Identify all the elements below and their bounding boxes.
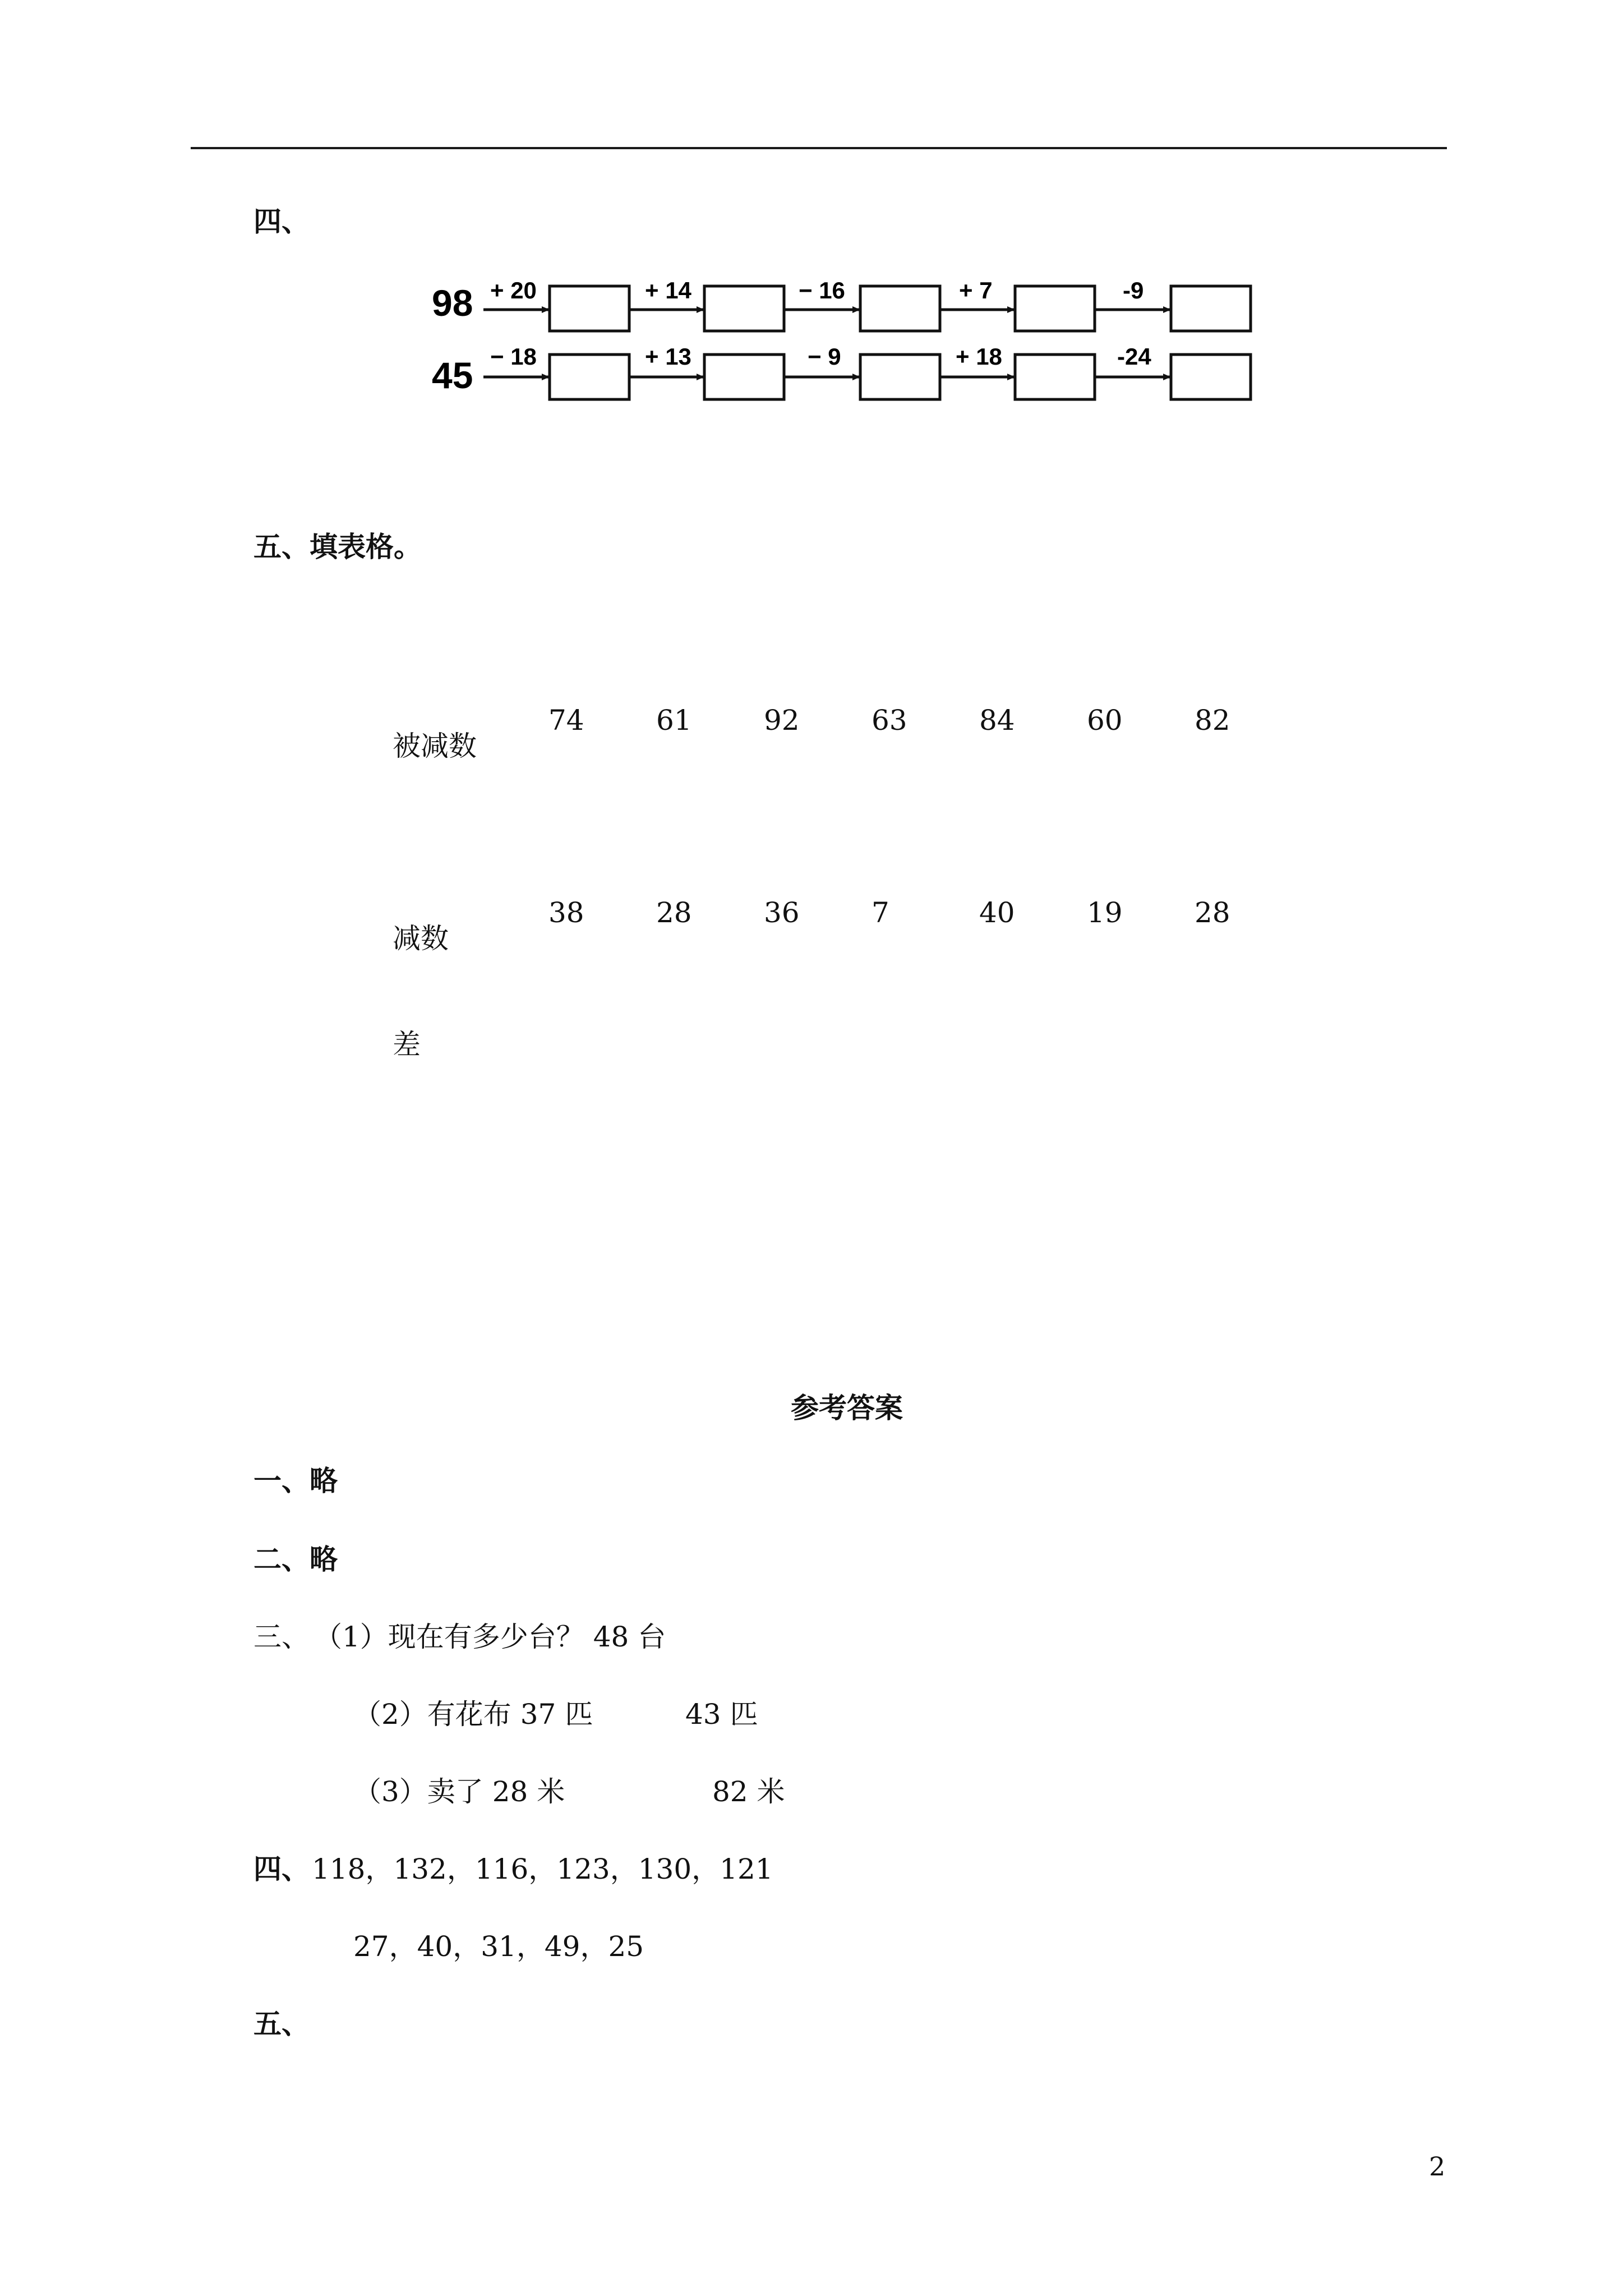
table-cell: 40 <box>979 896 1015 929</box>
answer-4-line-1: 118，132，116，123，130，121 <box>312 1853 773 1885</box>
row-label-subtrahend: 减数 <box>393 922 449 955</box>
answer-3-2-answer: 43 匹 <box>685 1698 758 1731</box>
answer-3-3-answer: 82 米 <box>712 1775 785 1808</box>
answer-box[interactable] <box>1171 355 1251 399</box>
chain-operation: + 13 <box>645 343 691 370</box>
answer-box[interactable] <box>704 286 784 331</box>
chain-operation: + 14 <box>645 277 691 303</box>
answer-4-line-2: 27，40，31，49，25 <box>353 1930 644 1963</box>
arithmetic-chain-diagram <box>415 264 1267 409</box>
chain-row-1 <box>432 277 1251 331</box>
answer-box[interactable] <box>860 286 940 331</box>
table-cell: 84 <box>979 704 1015 737</box>
table-cell: 60 <box>1087 704 1123 737</box>
table-cell: 28 <box>656 896 692 929</box>
answer-3-3-question: （3）卖了 28 米 <box>353 1775 565 1808</box>
answer-3-2-question: （2）有花布 37 匹 <box>353 1698 593 1731</box>
section4-heading: 四、 <box>253 205 310 238</box>
row-label-difference: 差 <box>393 1028 421 1061</box>
chain-start: 45 <box>432 355 473 396</box>
answer-5: 五、 <box>253 2007 310 2040</box>
answer-4-prefix: 四、 <box>253 1852 310 1885</box>
chain-operation: + 20 <box>490 277 537 303</box>
chain-operation: -24 <box>1117 343 1151 370</box>
table-cell: 7 <box>872 896 889 929</box>
chain-operation: + 18 <box>956 343 1002 370</box>
chain-row-2 <box>432 343 1251 399</box>
chain-operation: -9 <box>1123 277 1144 303</box>
header-rule <box>191 147 1447 149</box>
answer-box[interactable] <box>704 355 784 399</box>
answer-box[interactable] <box>1171 286 1251 331</box>
answer-2: 二、略 <box>253 1543 338 1576</box>
table-cell: 28 <box>1195 896 1230 929</box>
answer-box[interactable] <box>860 355 940 399</box>
chain-start: 98 <box>432 282 473 324</box>
chain-operation: + 7 <box>959 277 993 303</box>
table-cell: 38 <box>548 896 584 929</box>
answer-box[interactable] <box>550 355 629 399</box>
table-cell: 19 <box>1087 896 1123 929</box>
answer-box[interactable] <box>550 286 629 331</box>
answer-3-1: （1）现在有多少台？ 48 台 <box>314 1621 666 1653</box>
section5-heading: 五、填表格。 <box>253 530 422 563</box>
chain-operation: − 16 <box>799 277 845 303</box>
answers-title: 参考答案 <box>791 1391 903 1424</box>
table-cell: 82 <box>1195 704 1230 737</box>
row-label-minuend: 被减数 <box>393 730 477 762</box>
answer-3-prefix: 三、 <box>253 1621 310 1653</box>
answer-box[interactable] <box>1015 286 1095 331</box>
chain-operation: − 9 <box>808 343 841 370</box>
chain-operation: − 18 <box>490 343 537 370</box>
table-cell: 74 <box>548 704 584 737</box>
answer-1: 一、略 <box>253 1464 338 1497</box>
answer-box[interactable] <box>1015 355 1095 399</box>
page-number: 2 <box>1429 2151 1446 2182</box>
table-cell: 92 <box>764 704 800 737</box>
table-cell: 61 <box>656 704 692 737</box>
table-cell: 63 <box>872 704 907 737</box>
table-cell: 36 <box>764 896 800 929</box>
